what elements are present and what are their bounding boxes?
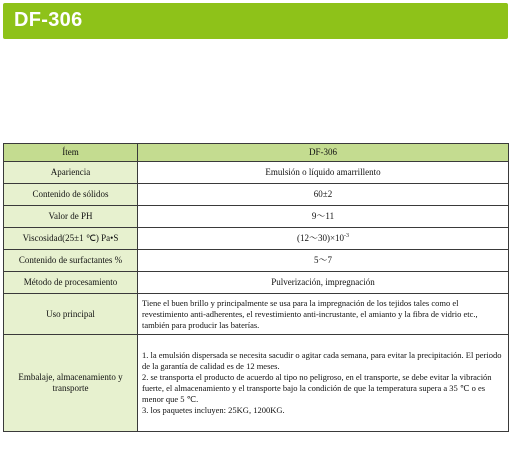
title-bar (3, 3, 508, 39)
viscosity-exponent: -3 (344, 233, 350, 239)
embalaje-line-2: 2. se transporta el producto de acuerdo al tipo no peligroso, en el transporte, se debe evitar la vibración fuerte, el almacenamiento y el transporte bajo la condición de que la temperatura supera a 35 ℃ o es menor que 5 ℃. (142, 372, 492, 404)
row-label-metodo: Método de procesamiento (4, 272, 138, 294)
row-value-embalaje (138, 335, 509, 432)
header-item: Ítem (4, 144, 138, 162)
table-row (4, 272, 509, 294)
embalaje-line-3: 3. los paquetes incluyen: 25KG, 1200KG. (142, 405, 285, 415)
row-value-surfactantes: 5～7 (138, 250, 509, 272)
row-value-solidos: 60±2 (138, 184, 509, 206)
spec-table (3, 143, 509, 432)
row-value-uso: Tiene el buen brillo y principalmente se usa para la impregnación de los tejidos tales como el revestimiento anti-adherentes, el revestimiento anti-incrustante, el amianto y la fibra de vidrio etc., también para producir las baterías. (138, 294, 509, 335)
table-row (4, 228, 509, 250)
header-product: DF-306 (138, 144, 509, 162)
page-title: DF-306 (14, 9, 83, 31)
table-row (4, 294, 509, 335)
row-label-uso: Uso principal (4, 294, 138, 335)
table-header-row (4, 144, 509, 162)
row-label-solidos: Contenido de sólidos (4, 184, 138, 206)
row-value-metodo: Pulverización, impregnación (138, 272, 509, 294)
row-label-apariencia: Apariencia (4, 162, 138, 184)
row-value-viscosidad (138, 228, 509, 250)
viscosity-base: (12～30)×10 (296, 233, 345, 243)
table-row (4, 335, 509, 432)
row-label-embalaje: Embalaje, almacenamiento y transporte (4, 335, 138, 432)
row-value-apariencia: Emulsión o líquido amarrillento (138, 162, 509, 184)
table-row (4, 162, 509, 184)
table-row (4, 206, 509, 228)
row-label-surfactantes: Contenido de surfactantes % (4, 250, 138, 272)
embalaje-line-1: 1. la emulsión dispersada se necesita sacudir o agitar cada semana, para evitar la precipitación. El periodo de la garantía de calidad es de 12 meses. (142, 350, 502, 371)
table-row (4, 184, 509, 206)
row-label-viscosidad: Viscosidad(25±1 ℃) Pa•S (4, 228, 138, 250)
table-row (4, 250, 509, 272)
row-value-ph: 9～11 (138, 206, 509, 228)
row-label-ph: Valor de PH (4, 206, 138, 228)
